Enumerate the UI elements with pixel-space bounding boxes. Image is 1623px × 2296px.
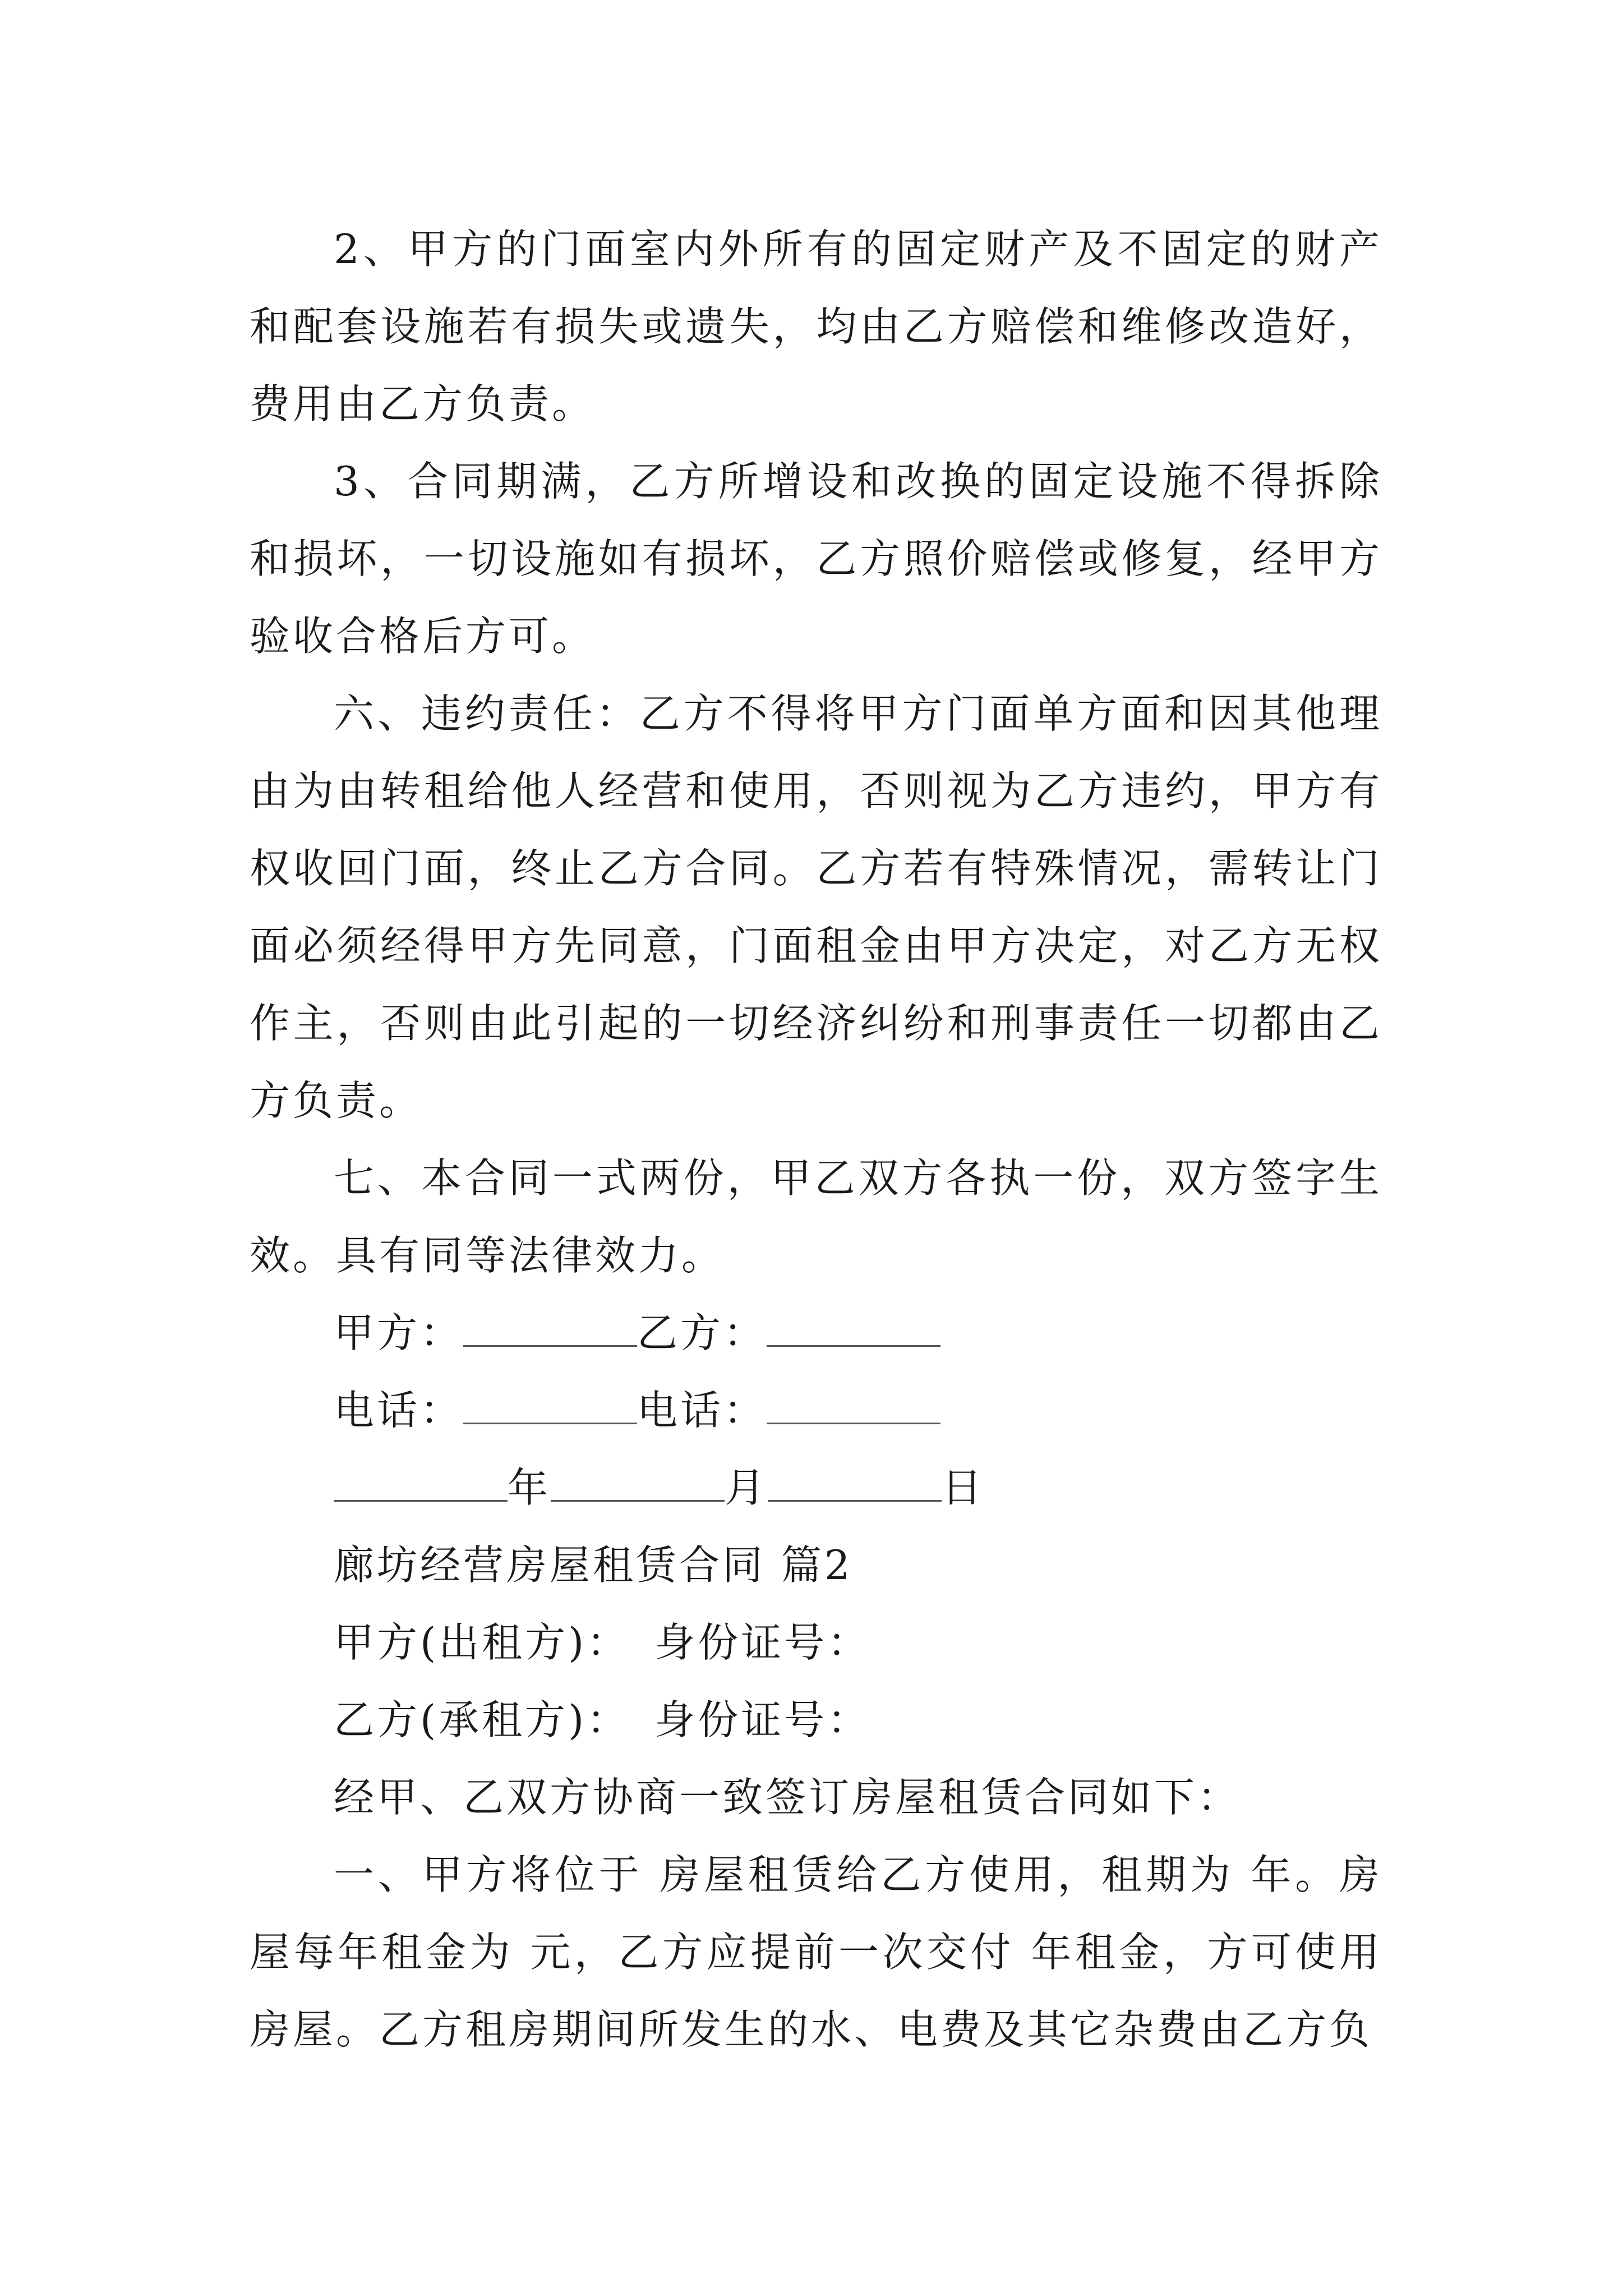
lessee-label: 乙方(承租方)： [334,1696,630,1743]
section-title: 廊坊经营房屋租赁合同 篇2 [334,1542,853,1589]
lessor-label: 甲方(出租方)： [334,1619,630,1666]
party-a-label: 甲方： [334,1309,464,1356]
phone-b-blank [767,1411,940,1424]
phone-a-blank [463,1411,637,1424]
lessee-id-label: 身份证号： [654,1696,871,1743]
contract-intro: 经甲、乙双方协商一致签订房屋租赁合同如下： [334,1774,1241,1821]
clause-copies-effect: 七、本合同一式两份，甲乙双方各执一份，双方签字生效。具有同等法律效力。 [250,1154,1382,1279]
lessor-id-label: 身份证号： [654,1619,871,1666]
month-blank [551,1489,725,1502]
clause-breach-liability: 六、违约责任：乙方不得将甲方门面单方面和因其他理由为由转租给他人经营和使用，否则视为乙方违约，甲方有权收回门面，终止乙方合同。乙方若有特殊情况，需转让门面必须经得甲方先同意，门面租金由甲方决定，对乙方无权作主，否则由此引起的一切经济纠纷和刑事责任一切都由乙方负责。 [250,690,1382,1124]
lessor-row [250,1604,1382,1681]
signature-parties-row [250,1294,1382,1372]
clause-contract-expiry: 3、合同期满，乙方所增设和改换的固定设施不得拆除和损坏，一切设施如有损坏，乙方照价赔偿或修复，经甲方验收合格后方可。 [250,458,1382,660]
clause-damage-compensation: 2、甲方的门面室内外所有的固定财产及不固定的财产和配套设施若有损失或遗失，均由乙方赔偿和维修改造好，费用由乙方负责。 [250,226,1382,427]
year-label: 年 [508,1464,551,1511]
clause-lease-terms: 一、甲方将位于 房屋租赁给乙方使用，租期为 年。房屋每年租金为 元，乙方应提前一次交付 年租金，方可使用房屋。乙方租房期间所发生的水、电费及其它杂费由乙方负 [250,1851,1382,2053]
month-label: 月 [725,1464,768,1511]
year-blank [334,1489,508,1502]
party-a-blank [463,1334,637,1347]
lessee-row [250,1681,1382,1759]
document-page [250,210,1382,2068]
day-blank [768,1489,942,1502]
day-label: 日 [942,1464,985,1511]
party-b-blank [767,1334,940,1347]
party-b-label: 乙方： [637,1309,767,1356]
signature-phone-row [250,1372,1382,1449]
signature-date-row [250,1449,1382,1526]
phone-a-label: 电话： [334,1387,464,1434]
phone-b-label: 电话： [637,1387,767,1434]
